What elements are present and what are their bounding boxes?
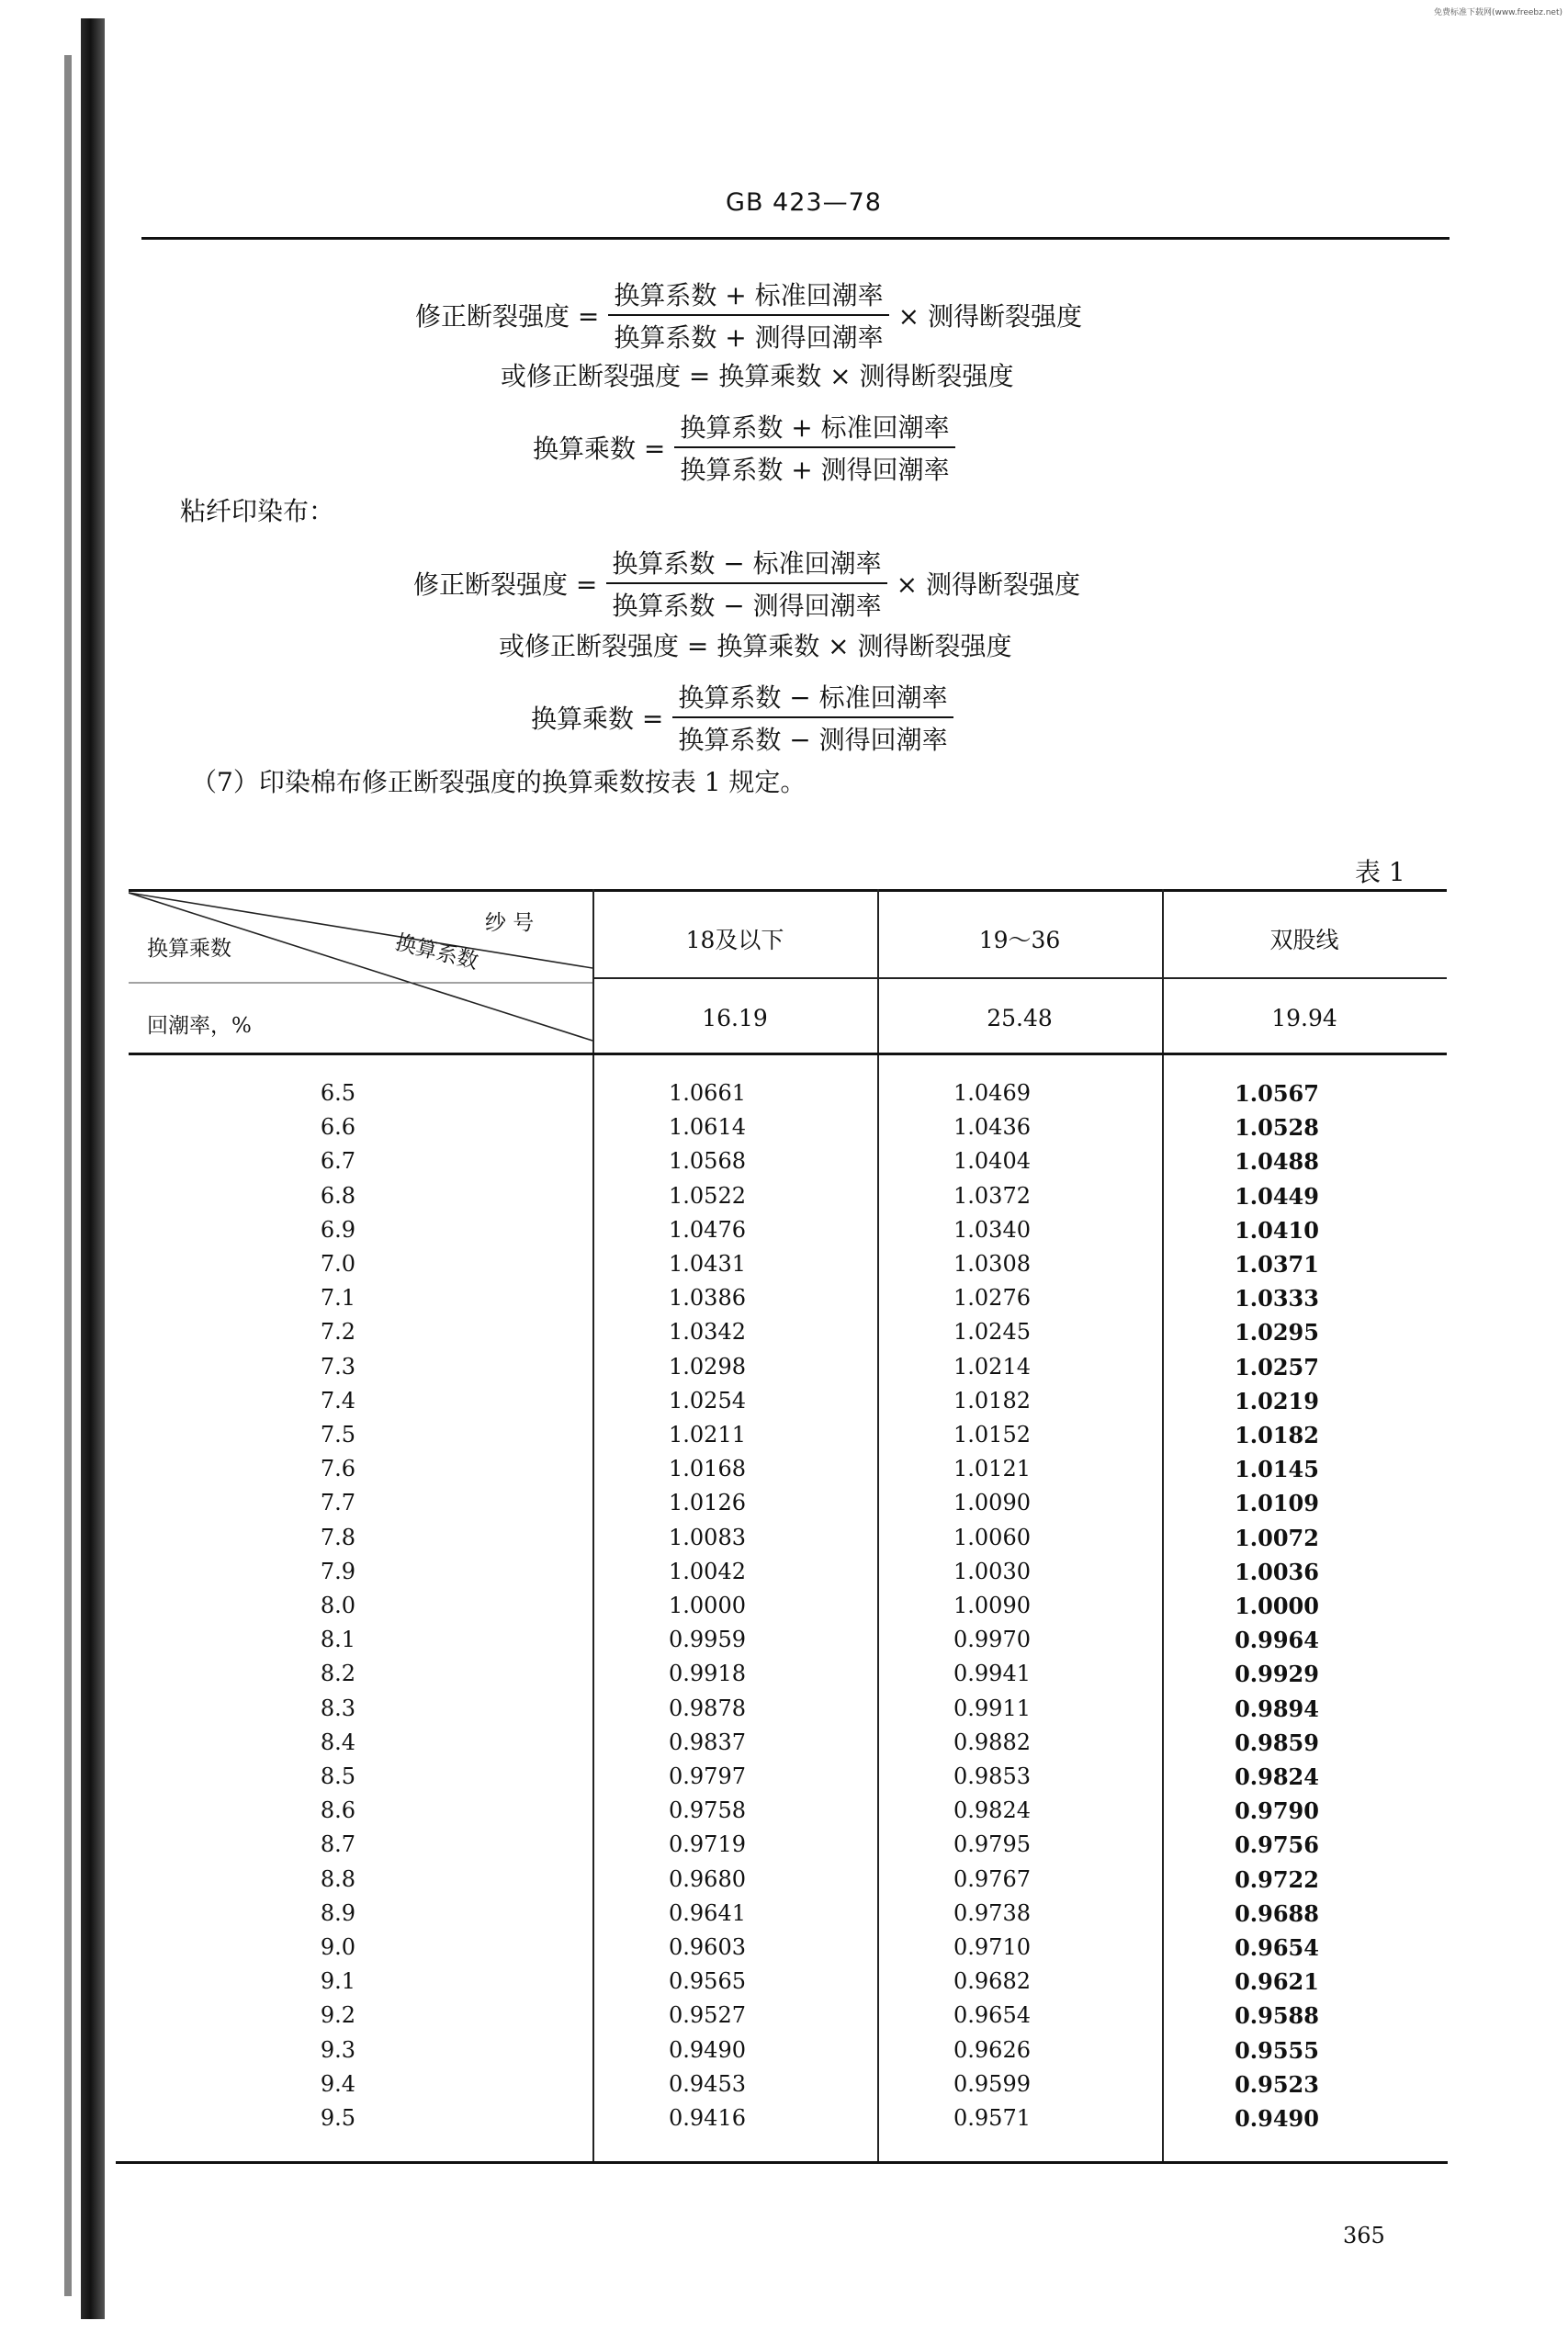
- fraction-numerator: 换算系数 − 标准回潮率: [672, 678, 953, 718]
- multiplier-18-below-cell: 0.9453: [669, 2070, 746, 2097]
- multiplier-18-below-cell: 1.0126: [669, 1490, 746, 1516]
- page-number: 365: [1343, 2223, 1385, 2248]
- multiplier-double-ply-cell: 0.9894: [1235, 1695, 1319, 1722]
- multiplier-19-36-cell: 0.9882: [953, 1729, 1031, 1755]
- multiplier-18-below-cell: 1.0476: [669, 1216, 746, 1243]
- multiplier-double-ply-cell: 0.9688: [1235, 1899, 1319, 1927]
- multiplier-18-below-cell: 1.0661: [669, 1080, 746, 1106]
- regain-cell: 7.4: [320, 1387, 356, 1414]
- multiplier-19-36-cell: 1.0152: [953, 1422, 1031, 1448]
- multiplier-double-ply-cell: 1.0488: [1235, 1148, 1319, 1176]
- formula-multiplier-b: [531, 678, 953, 757]
- regain-cell: 8.7: [320, 1831, 356, 1858]
- regain-cell: 6.6: [320, 1114, 356, 1141]
- table-bottom-rule: [116, 2161, 1448, 2164]
- multiplier-18-below-cell: 0.9641: [669, 1899, 746, 1926]
- regain-cell: 6.5: [320, 1080, 356, 1106]
- multiplier-double-ply-cell: 0.9964: [1235, 1627, 1319, 1654]
- multiplier-19-36-cell: 0.9853: [953, 1763, 1031, 1789]
- multiplier-18-below-cell: 1.0042: [669, 1558, 746, 1584]
- multiplier-19-36-cell: 0.9738: [953, 1899, 1031, 1926]
- multiplier-double-ply-cell: 1.0072: [1235, 1524, 1319, 1551]
- formula-fraction: [608, 276, 888, 355]
- regain-cell: 8.5: [320, 1763, 356, 1789]
- table-row: [129, 1114, 1447, 1148]
- regain-cell: 8.6: [320, 1797, 356, 1824]
- multiplier-18-below-cell: 1.0431: [669, 1251, 746, 1277]
- multiplier-double-ply-cell: 1.0333: [1235, 1285, 1319, 1312]
- multiplier-18-below-cell: 1.0342: [669, 1319, 746, 1346]
- table-row: [129, 2037, 1447, 2071]
- multiplier-double-ply-cell: 1.0257: [1235, 1353, 1319, 1380]
- regain-cell: 7.1: [320, 1285, 356, 1312]
- table-row: [129, 1627, 1447, 1661]
- header-divider: [592, 977, 1447, 979]
- multiplier-19-36-cell: 0.9599: [953, 2070, 1031, 2097]
- multiplier-19-36-cell: 1.0121: [953, 1456, 1031, 1482]
- coefficient-19-36: 25.48: [987, 1005, 1053, 1031]
- col-header-19-36: 19～36: [978, 927, 1061, 953]
- multiplier-19-36-cell: 1.0060: [953, 1524, 1031, 1550]
- formula-lhs: 换算乘数 =: [533, 434, 666, 464]
- formula-fraction: [674, 408, 954, 487]
- fraction-denominator: 换算系数 + 测得回潮率: [614, 322, 884, 353]
- paragraph-7: （7）印染棉布修正断裂强度的换算乘数按表 1 规定。: [191, 767, 807, 797]
- table-row: [129, 1797, 1447, 1831]
- regain-cell: 9.3: [320, 2036, 356, 2063]
- multiplier-18-below-cell: 0.9719: [669, 1831, 746, 1858]
- table-row: [129, 1934, 1447, 1968]
- multiplier-18-below-cell: 0.9797: [669, 1763, 746, 1789]
- multiplier-18-below-cell: 0.9490: [669, 2036, 746, 2063]
- table-row: [129, 2002, 1447, 2036]
- regain-cell: 7.6: [320, 1456, 356, 1482]
- regain-cell: 7.0: [320, 1251, 356, 1277]
- watermark: 免费标准下载网(www.freebz.net): [1434, 8, 1562, 17]
- multiplier-19-36-cell: 1.0404: [953, 1148, 1031, 1175]
- regain-cell: 6.8: [320, 1182, 356, 1209]
- multiplier-double-ply-cell: 1.0449: [1235, 1182, 1319, 1210]
- multiplier-18-below-cell: 0.9680: [669, 1865, 746, 1892]
- formula-lhs: 修正断裂强度 =: [415, 301, 600, 332]
- multiplier-18-below-cell: 0.9878: [669, 1695, 746, 1721]
- multiplier-19-36-cell: 1.0308: [953, 1251, 1031, 1277]
- formula-corrected-strength-b: [413, 544, 1080, 623]
- table-caption: 表 1: [1355, 857, 1405, 887]
- multiplier-double-ply-cell: 0.9929: [1235, 1661, 1319, 1688]
- multiplier-double-ply-cell: 1.0000: [1235, 1593, 1319, 1619]
- multiplier-19-36-cell: 1.0030: [953, 1558, 1031, 1584]
- multiplier-18-below-cell: 1.0168: [669, 1456, 746, 1482]
- regain-cell: 8.0: [320, 1593, 356, 1618]
- multiplier-19-36-cell: 0.9654: [953, 2002, 1031, 2029]
- multiplier-19-36-cell: 1.0214: [953, 1353, 1031, 1380]
- regain-cell: 7.3: [320, 1353, 356, 1380]
- table-row: [129, 1593, 1447, 1627]
- fraction-denominator: 换算系数 + 测得回潮率: [680, 455, 950, 485]
- corner-yarn-label: 纱 号: [485, 911, 535, 935]
- formula-lhs: 换算乘数 =: [531, 704, 664, 734]
- regain-cell: 7.7: [320, 1490, 356, 1516]
- table-row: [129, 1525, 1447, 1559]
- regain-cell: 7.9: [320, 1558, 356, 1584]
- formula-fraction: [672, 678, 953, 757]
- fraction-numerator: 换算系数 + 标准回潮率: [674, 408, 954, 448]
- multiplier-double-ply-cell: 0.9621: [1235, 1968, 1319, 1996]
- formula-lhs: 修正断裂强度 =: [413, 569, 598, 600]
- regain-cell: 8.9: [320, 1899, 356, 1926]
- multiplier-19-36-cell: 1.0469: [953, 1080, 1031, 1106]
- table-1: [129, 889, 1447, 2170]
- table-row: [129, 1388, 1447, 1422]
- multiplier-19-36-cell: 1.0182: [953, 1387, 1031, 1414]
- regain-cell: 9.5: [320, 2105, 356, 2131]
- multiplier-18-below-cell: 0.9758: [669, 1797, 746, 1824]
- multiplier-19-36-cell: 1.0090: [953, 1593, 1031, 1618]
- coefficient-18-below: 16.19: [702, 1005, 768, 1031]
- regain-cell: 7.8: [320, 1524, 356, 1550]
- multiplier-double-ply-cell: 1.0182: [1235, 1422, 1319, 1448]
- formula-alt-a: 或修正断裂强度 = 换算乘数 × 测得断裂强度: [501, 361, 1014, 391]
- multiplier-19-36-cell: 1.0372: [953, 1182, 1031, 1209]
- multiplier-double-ply-cell: 0.9490: [1235, 2105, 1319, 2132]
- multiplier-18-below-cell: 1.0568: [669, 1148, 746, 1175]
- regain-cell: 9.2: [320, 2002, 356, 2029]
- multiplier-18-below-cell: 1.0386: [669, 1285, 746, 1312]
- multiplier-18-below-cell: 1.0522: [669, 1182, 746, 1209]
- col-header-double-ply: 双股线: [1269, 927, 1339, 953]
- col-header-18-below: 18及以下: [685, 927, 784, 953]
- multiplier-double-ply-cell: 0.9859: [1235, 1729, 1319, 1756]
- table-row: [129, 1251, 1447, 1285]
- table-row: [129, 1866, 1447, 1900]
- table-row: [129, 1285, 1447, 1319]
- multiplier-18-below-cell: 0.9959: [669, 1627, 746, 1653]
- multiplier-double-ply-cell: 1.0567: [1235, 1080, 1319, 1107]
- regain-cell: 8.8: [320, 1865, 356, 1892]
- fraction-numerator: 换算系数 − 标准回潮率: [606, 544, 886, 584]
- table-row: [129, 1695, 1447, 1729]
- regain-cell: 9.4: [320, 2070, 356, 2097]
- multiplier-18-below-cell: 0.9416: [669, 2105, 746, 2131]
- multiplier-double-ply-cell: 1.0145: [1235, 1456, 1319, 1483]
- table-row: [129, 1422, 1447, 1456]
- multiplier-18-below-cell: 1.0298: [669, 1353, 746, 1380]
- multiplier-18-below-cell: 0.9837: [669, 1729, 746, 1755]
- multiplier-18-below-cell: 0.9603: [669, 1934, 746, 1960]
- regain-cell: 7.2: [320, 1319, 356, 1346]
- corner-multiplier-label: 换算乘数: [147, 937, 231, 961]
- table-row: [129, 1354, 1447, 1388]
- table-row: [129, 2105, 1447, 2139]
- table-row: [129, 1080, 1447, 1114]
- header-rule: [141, 237, 1450, 240]
- multiplier-double-ply-cell: 0.9790: [1235, 1797, 1319, 1825]
- formula-rhs: × 测得断裂强度: [896, 569, 1081, 600]
- corner-regain-label: 回潮率，%: [147, 1014, 252, 1038]
- table-row: [129, 1968, 1447, 2002]
- multiplier-double-ply-cell: 1.0036: [1235, 1558, 1319, 1585]
- table-row: [129, 1900, 1447, 1934]
- multiplier-double-ply-cell: 1.0410: [1235, 1216, 1319, 1244]
- multiplier-19-36-cell: 0.9911: [953, 1695, 1031, 1721]
- header-bottom-rule: [129, 1053, 1447, 1055]
- multiplier-19-36-cell: 0.9824: [953, 1797, 1031, 1824]
- regain-cell: 9.0: [320, 1934, 356, 1960]
- multiplier-double-ply-cell: 1.0219: [1235, 1387, 1319, 1414]
- subheading: 粘纤印染布：: [180, 496, 335, 526]
- multiplier-18-below-cell: 1.0083: [669, 1524, 746, 1550]
- multiplier-19-36-cell: 0.9571: [953, 2105, 1031, 2131]
- multiplier-18-below-cell: 1.0000: [669, 1593, 746, 1618]
- formula-alt-b: 或修正断裂强度 = 换算乘数 × 测得断裂强度: [499, 631, 1012, 661]
- formula-multiplier-a: [533, 408, 955, 487]
- table-row: [129, 1217, 1447, 1251]
- multiplier-double-ply-cell: 0.9588: [1235, 2002, 1319, 2030]
- table-row: [129, 1183, 1447, 1217]
- table-row: [129, 1763, 1447, 1797]
- table-row: [129, 1729, 1447, 1763]
- binding-shadow: [64, 55, 72, 2296]
- multiplier-double-ply-cell: 0.9523: [1235, 2070, 1319, 2098]
- multiplier-19-36-cell: 0.9795: [953, 1831, 1031, 1858]
- table-row: [129, 1831, 1447, 1865]
- regain-cell: 8.3: [320, 1695, 356, 1721]
- multiplier-double-ply-cell: 1.0371: [1235, 1251, 1319, 1278]
- multiplier-18-below-cell: 1.0211: [669, 1422, 746, 1448]
- regain-cell: 8.2: [320, 1661, 356, 1687]
- multiplier-19-36-cell: 1.0340: [953, 1216, 1031, 1243]
- multiplier-19-36-cell: 1.0276: [953, 1285, 1031, 1312]
- regain-cell: 9.1: [320, 1968, 356, 1995]
- multiplier-double-ply-cell: 0.9756: [1235, 1831, 1319, 1859]
- multiplier-double-ply-cell: 0.9722: [1235, 1865, 1319, 1893]
- table-row: [129, 1148, 1447, 1182]
- multiplier-18-below-cell: 1.0614: [669, 1114, 746, 1141]
- table-row: [129, 2071, 1447, 2105]
- standard-code: GB 423—78: [726, 188, 882, 217]
- formula-corrected-strength-a: [415, 276, 1082, 355]
- multiplier-double-ply-cell: 1.0109: [1235, 1490, 1319, 1517]
- multiplier-double-ply-cell: 0.9555: [1235, 2036, 1319, 2064]
- fraction-numerator: 换算系数 + 标准回潮率: [608, 276, 888, 316]
- multiplier-19-36-cell: 0.9767: [953, 1865, 1031, 1892]
- table-row: [129, 1490, 1447, 1524]
- regain-cell: 6.9: [320, 1216, 356, 1243]
- multiplier-19-36-cell: 1.0090: [953, 1490, 1031, 1516]
- multiplier-19-36-cell: 0.9710: [953, 1934, 1031, 1960]
- multiplier-18-below-cell: 0.9565: [669, 1968, 746, 1995]
- fraction-denominator: 换算系数 − 测得回潮率: [678, 725, 948, 755]
- multiplier-double-ply-cell: 1.0528: [1235, 1114, 1319, 1142]
- multiplier-19-36-cell: 0.9941: [953, 1661, 1031, 1687]
- multiplier-double-ply-cell: 1.0295: [1235, 1319, 1319, 1346]
- regain-cell: 8.4: [320, 1729, 356, 1755]
- formula-rhs: × 测得断裂强度: [897, 301, 1083, 332]
- multiplier-19-36-cell: 0.9682: [953, 1968, 1031, 1995]
- binding-edge: [81, 18, 105, 2319]
- table-row: [129, 1559, 1447, 1593]
- table-row: [129, 1319, 1447, 1353]
- multiplier-19-36-cell: 0.9970: [953, 1627, 1031, 1653]
- regain-cell: 7.5: [320, 1422, 356, 1448]
- multiplier-double-ply-cell: 0.9654: [1235, 1934, 1319, 1961]
- multiplier-19-36-cell: 1.0436: [953, 1114, 1031, 1141]
- regain-cell: 8.1: [320, 1627, 356, 1653]
- table-row: [129, 1661, 1447, 1695]
- table-row: [129, 1456, 1447, 1490]
- multiplier-18-below-cell: 0.9527: [669, 2002, 746, 2029]
- multiplier-18-below-cell: 0.9918: [669, 1661, 746, 1687]
- multiplier-double-ply-cell: 0.9824: [1235, 1763, 1319, 1790]
- regain-cell: 6.7: [320, 1148, 356, 1175]
- corner-coefficient-label: 换算系数: [392, 930, 481, 974]
- formula-fraction: [606, 544, 886, 623]
- multiplier-18-below-cell: 1.0254: [669, 1387, 746, 1414]
- multiplier-19-36-cell: 1.0245: [953, 1319, 1031, 1346]
- multiplier-19-36-cell: 0.9626: [953, 2036, 1031, 2063]
- fraction-denominator: 换算系数 − 测得回潮率: [612, 591, 882, 621]
- coefficient-double-ply: 19.94: [1271, 1005, 1337, 1031]
